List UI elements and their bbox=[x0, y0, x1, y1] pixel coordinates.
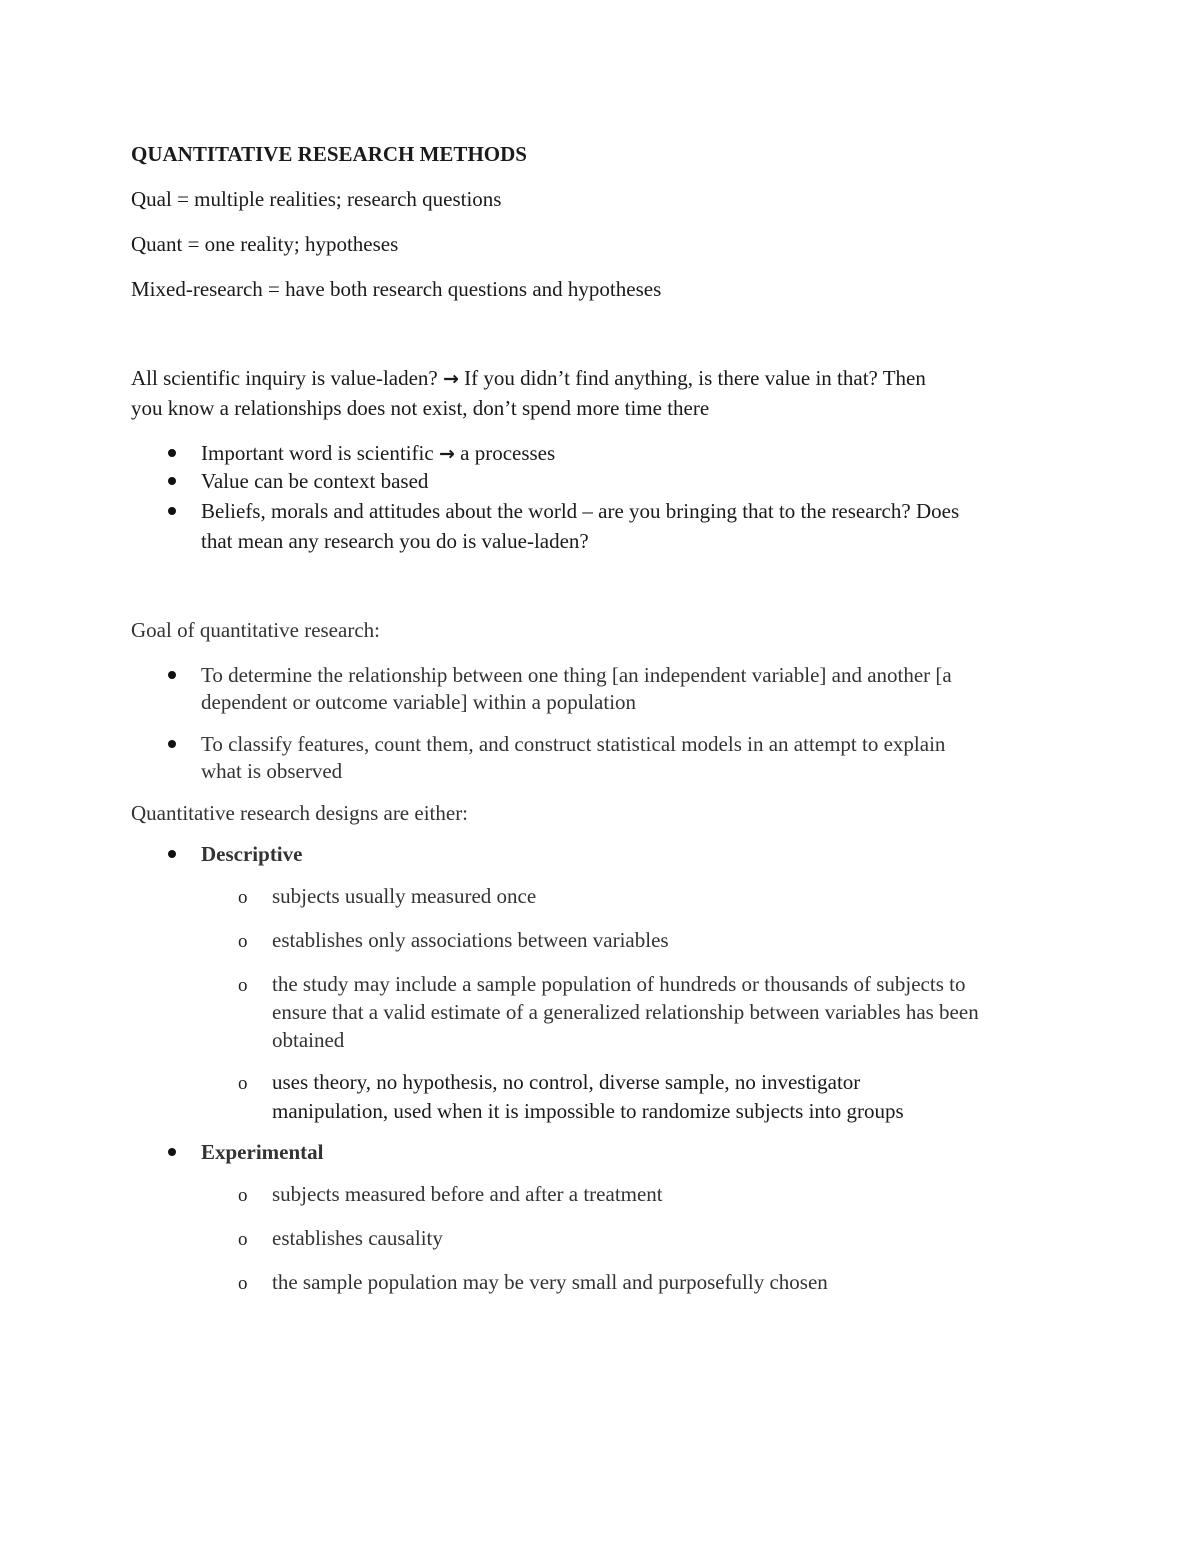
bullet-icon bbox=[168, 1148, 176, 1156]
list-item-text: Important word is scientific bbox=[201, 441, 434, 465]
value-laden-line-2: you know a relationships does not exist, don’t spend more time there bbox=[131, 396, 710, 420]
list-item: subjects measured before and after a treatment bbox=[272, 1182, 663, 1206]
list-item-continuation: manipulation, used when it is impossible to randomize subjects into groups bbox=[272, 1099, 904, 1123]
circle-bullet-icon: o bbox=[238, 1273, 248, 1294]
list-item-continuation: dependent or outcome variable] within a population bbox=[201, 690, 637, 714]
bullet-icon bbox=[168, 477, 176, 485]
list-item: the sample population may be very small and purposefully chosen bbox=[272, 1270, 828, 1294]
list-item-continuation: that mean any research you do is value-laden? bbox=[201, 529, 589, 553]
circle-bullet-icon: o bbox=[238, 1229, 248, 1250]
bullet-icon bbox=[168, 850, 176, 858]
right-arrow-icon: → bbox=[443, 368, 459, 390]
list-item-text: a processes bbox=[460, 441, 556, 465]
list-item: uses theory, no hypothesis, no control, diverse sample, no investigator bbox=[272, 1070, 861, 1094]
list-item: subjects usually measured once bbox=[272, 884, 537, 908]
bullet-icon bbox=[168, 671, 176, 679]
list-item: Beliefs, morals and attitudes about the world – are you bringing that to the research? Does bbox=[201, 499, 960, 523]
page-title: QUANTITATIVE RESEARCH METHODS bbox=[131, 142, 527, 166]
list-item: To determine the relationship between one thing [an independent variable] and another [a bbox=[201, 663, 952, 687]
list-item: establishes only associations between variables bbox=[272, 928, 669, 952]
bullet-icon bbox=[168, 507, 176, 515]
list-item: establishes causality bbox=[272, 1226, 443, 1250]
list-item-continuation: ensure that a valid estimate of a generalized relationship between variables has been bbox=[272, 1000, 979, 1024]
descriptive-label: Descriptive bbox=[201, 842, 303, 866]
right-arrow-icon: → bbox=[438, 443, 455, 465]
list-item-continuation: obtained bbox=[272, 1028, 345, 1052]
circle-bullet-icon: o bbox=[238, 931, 248, 952]
qual-definition: Qual = multiple realities; research questions bbox=[131, 187, 502, 211]
list-item bbox=[201, 439, 555, 469]
circle-bullet-icon: o bbox=[238, 1073, 248, 1094]
experimental-label: Experimental bbox=[201, 1140, 324, 1164]
mixed-definition: Mixed-research = have both research questions and hypotheses bbox=[131, 277, 662, 301]
designs-heading: Quantitative research designs are either: bbox=[131, 801, 469, 825]
list-item: To classify features, count them, and construct statistical models in an attempt to explain bbox=[201, 732, 946, 756]
circle-bullet-icon: o bbox=[238, 975, 248, 996]
circle-bullet-icon: o bbox=[238, 1185, 248, 1206]
bullet-icon bbox=[168, 449, 176, 457]
goal-heading: Goal of quantitative research: bbox=[131, 618, 380, 642]
bullet-icon bbox=[168, 740, 176, 748]
circle-bullet-icon: o bbox=[238, 887, 248, 908]
value-laden-question: All scientific inquiry is value-laden? bbox=[131, 366, 438, 390]
quant-definition: Quant = one reality; hypotheses bbox=[131, 232, 399, 256]
value-laden-followup: If you didn’t find anything, is there value in that? Then bbox=[464, 366, 926, 390]
list-item: the study may include a sample population of hundreds or thousands of subjects to bbox=[272, 972, 966, 996]
list-item: Value can be context based bbox=[201, 469, 429, 493]
list-item-continuation: what is observed bbox=[201, 759, 343, 783]
value-laden-line-1 bbox=[131, 364, 926, 394]
